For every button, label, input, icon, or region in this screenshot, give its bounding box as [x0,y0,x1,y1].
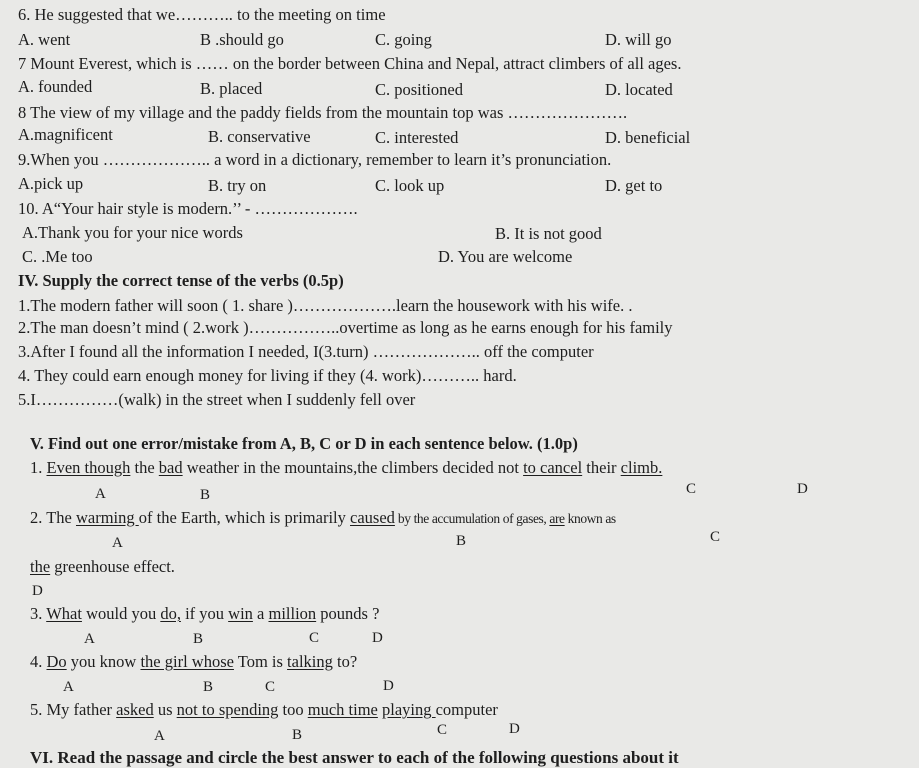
question-6-stem: 6. He suggested that we……….. to the meeting on time [18,5,386,24]
s1-label-c: C [686,481,697,497]
error-sentence-2-cont: the greenhouse effect. [30,557,175,576]
q6-option-a: A. went [18,30,71,49]
section-4-item-4: 4. They could earn enough money for living if they (4. work)……….. hard. [18,366,517,385]
section-5-title: V. Find out one error/mistake from A, B, C or D in each sentence below. (1.0p) [30,434,578,453]
error-sentence-4: 4. Do you know the girl whose Tom is talking to? [30,652,358,671]
section-6-title-partial: VI. Read the passage and circle the best answer to each of the following questions about it [30,748,679,767]
s2-label-a: A [112,535,123,551]
section-4-item-2: 2.The man doesn’t mind ( 2.work )……………..overtime as long as he earns enough for his family [18,318,673,337]
q8-option-b: B. conservative [208,127,311,146]
question-9-stem: 9.When you ……………….. a word in a dictionary, remember to learn it’s pronunciation. [18,150,612,169]
s5-label-d: D [509,721,520,737]
q7-option-b: B. placed [200,79,263,98]
error-sentence-1: 1. Even though the bad weather in the mountains,the climbers decided not to cancel their climb. [30,458,663,477]
q9-option-a: A.pick up [18,174,84,193]
q7-option-c: C. positioned [375,80,464,99]
error-sentence-5: 5. My father asked us not to spending too much time playing computer [30,700,498,719]
question-7-stem: 7 Mount Everest, which is …… on the border between China and Nepal, attract climbers of all ages. [18,54,682,73]
s4-label-b: B [203,679,214,695]
q7-option-d: D. located [605,80,673,99]
s1-label-a: A [95,486,106,502]
error-sentence-2: 2. The warming of the Earth, which is primarily caused by the accumulation of gases, are known as [30,508,616,527]
s1-label-b: B [200,487,211,503]
s4-label-d: D [383,678,394,694]
question-10-stem: 10. A“Your hair style is modern.’’ - ………………. [18,199,358,218]
s2-label-c: C [710,529,721,545]
section-4-item-1: 1.The modern father will soon ( 1. share )……………….learn the housework with his wife. . [18,296,633,315]
q7-option-a: A. founded [18,77,93,96]
q6-option-b: B .should go [200,30,284,49]
q8-option-a: A.magnificent [18,125,113,144]
q6-option-d: D. will go [605,30,672,49]
s4-label-c: C [265,679,276,695]
q10-option-d: D. You are welcome [438,247,573,266]
section-4-title: IV. Supply the correct tense of the verbs (0.5p) [18,271,344,290]
q10-option-c: C. .Me too [22,247,93,266]
s5-label-c: C [437,722,448,738]
s3-label-a: A [84,631,95,647]
s4-label-a: A [63,679,74,695]
q10-option-a: A.Thank you for your nice words [22,223,243,242]
q8-option-d: D. beneficial [605,128,691,147]
s1-label-d: D [797,481,808,497]
q6-option-c: C. going [375,30,432,49]
q8-option-c: C. interested [375,128,459,147]
q9-option-c: C. look up [375,176,445,195]
s5-label-b: B [292,727,303,743]
s2-label-b: B [456,533,467,549]
q9-option-b: B. try on [208,176,267,195]
s3-label-d: D [372,630,383,646]
section-4-item-3: 3.After I found all the information I needed, I(3.turn) ……………….. off the computer [18,342,594,361]
error-sentence-3: 3. What would you do, if you win a million pounds ? [30,604,380,623]
s2-label-d: D [32,583,43,599]
section-4-item-5: 5.I……………(walk) in the street when I suddenly fell over [18,390,416,409]
q9-option-d: D. get to [605,176,663,195]
s3-label-b: B [193,631,204,647]
question-8-stem: 8 The view of my village and the paddy fields from the mountain top was …………………. [18,103,628,122]
q10-option-b: B. It is not good [495,224,602,243]
s5-label-a: A [154,728,165,744]
s3-label-c: C [309,630,320,646]
